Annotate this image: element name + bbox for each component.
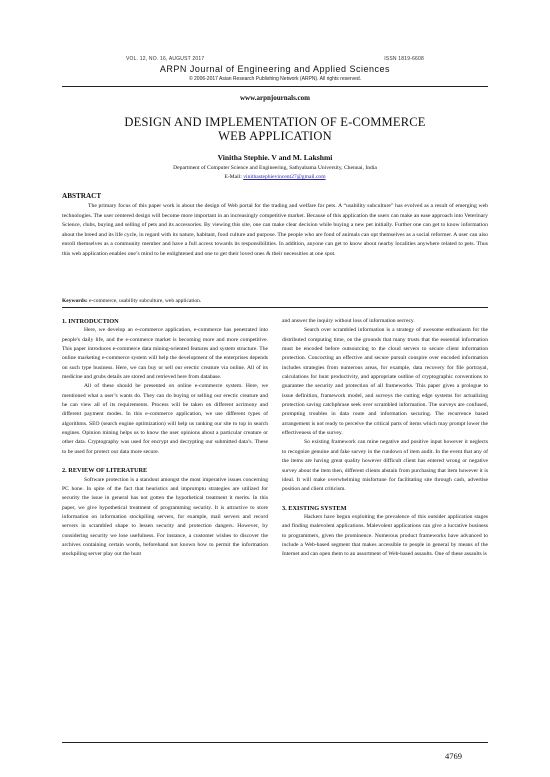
abstract-divider (62, 307, 488, 308)
title-line-1: DESIGN AND IMPLEMENTATION OF E-COMMERCE (124, 115, 426, 129)
journal-website-link[interactable]: www.arpnjournals.com (239, 94, 310, 102)
email-label: E-Mail: (224, 174, 244, 180)
paragraph: So existing framework can mine negative and positive input however it neglects to recognize genuine and fake survey in the rundown of item audit. In the event that any of the items are having great quality however difficult client has entered wrong or negative survey about the item then, different clients abstain from purchasing that item however it is ideal. It will make overwhelming misfortune for facilitating site through cash, advertise position and client criticism. (282, 439, 488, 493)
section-heading-existing-system: 3. EXISTING SYSTEM (282, 504, 347, 512)
keywords-label: Keywords: (62, 298, 88, 304)
paragraph: All of these should be presented on online e-commerce system. Here, we mentioned what a user’s wants do. They can do buying or selling our erectic creature and he can view all of its requirements. Process will be taken on different acrimony and different payment modes. In this e-commerce application, we use different types of algorithms. SEO (search engine optimization) will help us ranking our site to top in search engines. Opinion mining helps us to know the user opinions about a particular creature or other data. Cryptography was used for encrypt and decrypting our submitted data’s. These to be used for protect our data more secure. (62, 383, 268, 455)
running-header (126, 56, 424, 62)
paragraph: Hackers have begun exploiting the prevalence of this outsider application stages and finding malevolent applications. Malevolent applications can give a lucrative business to programmers, given the prominence. Numerous product frameworks have advanced to include a Web-based segment that makes accessible to people in general by means of the Internet and can open them to an assortment of Web-based assaults. One of these assaults is (282, 513, 488, 558)
email-line (0, 174, 550, 180)
paragraph: Here, we develop an e-commerce application, e-commerce has penetrated into people's daily life, and the e-commerce market is becoming more and more competitive. This paper introduces e-commerce data mining-oriented features and system structure. The online marketing e-commerce system will help the development of the enterprises depends on such type business. Here, we can buy or sell our erectic creature via online. All of its medicine and grubs details are stored and retrieved here from database. (62, 327, 268, 381)
paragraph: Software protection is a standout amongst the most imperative issues concerning PC hone. In spite of the fact that heuristics and impromptu strategies are utilized for security the issue in general has not gotten the hypothetical treatment it merits. In this paper, we give hypothetical treatment of programming security. It is attractive to store information on information stockpiling servers, for example, mail servers and record servers in scrambled shape to lessen security and protection dangers. However, by considering security we lose usefulness. For instance, a customer wishes to discover the archives containing certain words, beforehand not known how to permit the information stockpiling server play out the hunt (62, 476, 268, 558)
paragraph: Search over scrambled information is a strategy of awesome enthusiasm for the distributed computing time, on the grounds that many trusts that the essential information must be encoded before outsourcing to the cloud servers to secure client information protection. Concocting an effective and secure pursuit conspire over encoded information includes strategies from numerous areas, for example, data recovery for file portrayal, calculations for hunt productivity, and appropriate outline of cryptographic conventions to guarantee the security and protection of all frameworks. This paper gives a prologue to issue definition, framework model, and surveys the cutting edge systems for actualizing protection saving catchphrase seek over scrambled information. The surveys are confused, prompting troubles in data route and information securing. The recurrence based arrangement is not ready to perceive the critical parts of items which may prompt lower the effectiveness of the survey. (282, 327, 488, 437)
section-heading-review: 2. REVIEW OF LITERATURE (62, 467, 148, 475)
paper-title (90, 115, 460, 143)
footer-divider (62, 742, 488, 743)
left-column (62, 317, 268, 560)
journal-name: ARPN Journal of Engineering and Applied Sciences (159, 64, 391, 74)
keywords-list: e-commerce, usability subculture, web application. (87, 298, 202, 304)
abstract-text: The primary focus of this paper work is about the design of Web portal for the trading and welfare for pets. A “usability subculture” has evolved as a result of emerging web technologies. The user centered design will become more important in an increasingly competitive market. Because of this application the users can make an ease approach into Veterinary Science, clubs, buying and selling of pets and its accessories. By viewing this site, one can make clear decision while buying a new pet initially. Further one can get to know information about the breed and its life cycle, in regard with its nature, habitant, food culture and purpose. The people who are fond of animals can opt themselves as a social reformer. A user can also enroll themselves as a community member and have a full access towards its responsibilities. In addition, anyone can get to know about nearby localities anywhere related to pets. Thus this web application enables one’s mind to be enlightened and one to get their loved ones & their necessities at one spot. (62, 203, 488, 257)
section-heading-introduction: 1. INTRODUCTION (62, 318, 119, 325)
title-line-2: WEB APPLICATION (218, 129, 332, 143)
issn-info: ISSN 1819-6608 (384, 56, 424, 62)
header-divider (62, 86, 488, 87)
affiliation: Department of Computer Science and Engineering, Sathyabama University, Chennai, India (173, 165, 377, 171)
authors: Vinitha Stephie. V and M. Lakshmi (217, 153, 333, 162)
page-number: 4769 (445, 751, 462, 761)
copyright-line: © 2006-2017 Asian Research Publishing Network (ARPN). All rights reserved. (188, 76, 362, 82)
abstract-heading: ABSTRACT (62, 192, 102, 200)
right-column (282, 317, 488, 560)
keywords (62, 298, 488, 304)
volume-info: VOL. 12, NO. 16, AUGUST 2017 (126, 56, 205, 62)
email-link[interactable]: vinithastephievincent27@gmail.com (243, 174, 326, 180)
paragraph: and answer the inquiry without loss of information secrecy. (282, 318, 415, 324)
